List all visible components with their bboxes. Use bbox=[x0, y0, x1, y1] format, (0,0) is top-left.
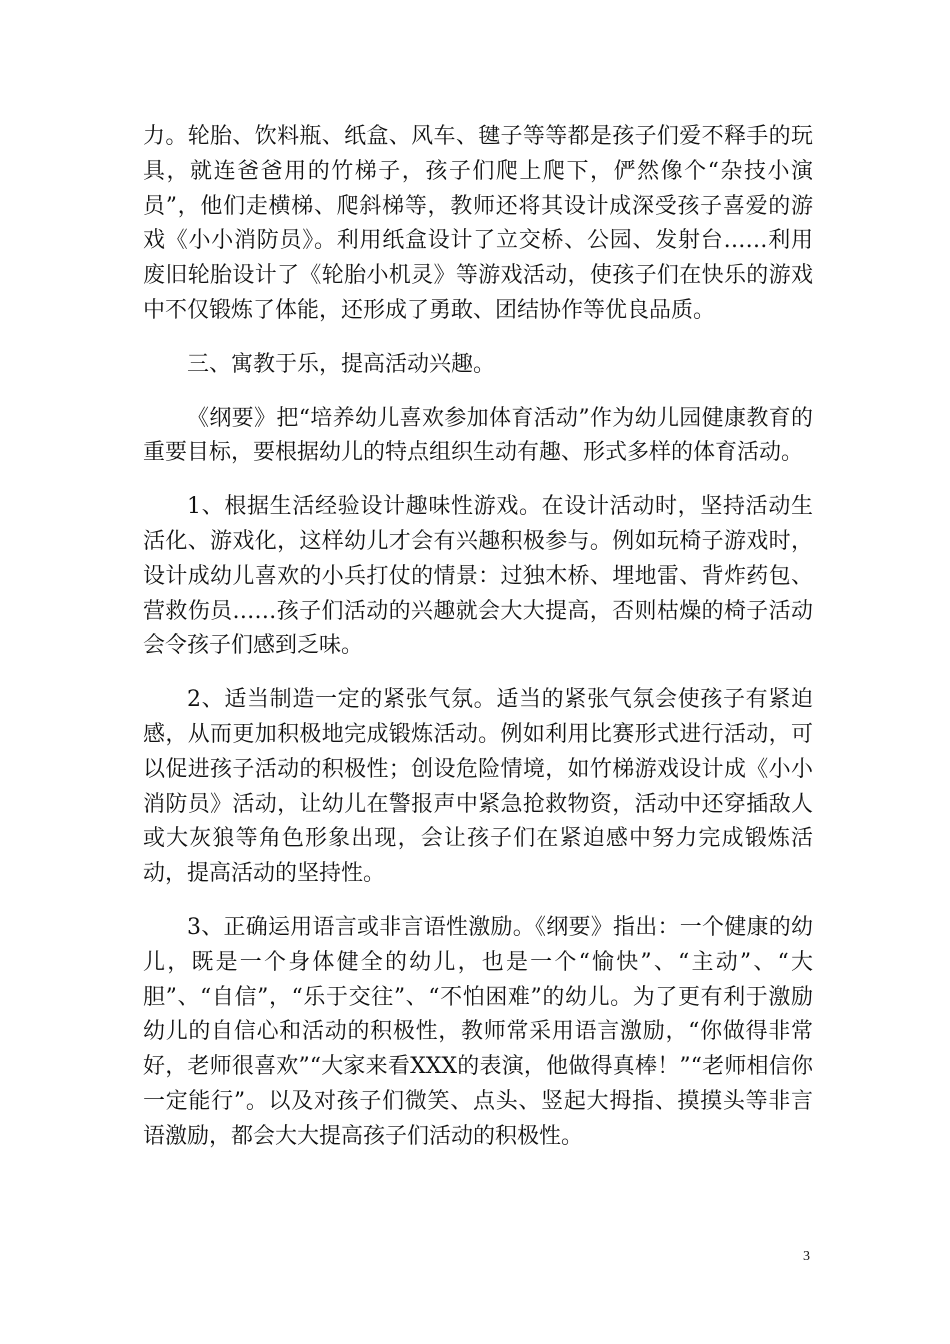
paragraph: 1、根据生活经验设计趣味性游戏。在设计活动时，坚持活动生活化、游戏化，这样幼儿才会有兴趣积极参与。例如玩椅子游戏时，设计成幼儿喜欢的小兵打仗的情景：过独木桥、埋地雷、背炸药包、营救伤员……孩子们活动的兴趣就会大大提高，否则枯燥的椅子活动会令孩子们感到乏味。 bbox=[143, 494, 813, 659]
page-body bbox=[143, 120, 813, 1174]
paragraph-continuation: 力。轮胎、饮料瓶、纸盒、风车、毽子等等都是孩子们爱不释手的玩具，就连爸爸用的竹梯子，孩子们爬上爬下，俨然像个“杂技小演员”，他们走横梯、爬斜梯等，教师还将其设计成深受孩子喜爱的游戏《小小消防员》。利用纸盒设计了立交桥、公园、发射台……利用废旧轮胎设计了《轮胎小机灵》等游戏活动，使孩子们在快乐的游戏中不仅锻炼了体能，还形成了勇敢、团结协作等优良品质。 bbox=[143, 124, 813, 323]
paragraph: 3、正确运用语言或非言语性激励。《纲要》指出：一个健康的幼儿，既是一个身体健全的幼儿，也是一个“愉快”、“主动”、“大胆”、“自信”，“乐于交往”、“不怕困难”的幼儿。为了更有利于激励幼儿的自信心和活动的积极性，教师常采用语言激励，“你做得非常好，老师很喜欢”“大家来看XXX的表演，他做得真棒！”“老师相信你一定能行”。以及对孩子们微笑、点头、竖起大拇指、摸摸头等非言语激励，都会大大提高孩子们活动的积极性。 bbox=[143, 914, 813, 1149]
paragraph: 2、适当制造一定的紧张气氛。适当的紧张气氛会使孩子有紧迫感，从而更加积极地完成锻炼活动。例如利用比赛形式进行活动，可以促进孩子活动的积极性；创设危险情境，如竹梯游戏设计成《小小消防员》活动，让幼儿在警报声中紧急抢救物资，活动中还穿插敌人或大灰狼等角色形象出现，会让孩子们在紧迫感中努力完成锻炼活动，提高活动的坚持性。 bbox=[143, 687, 813, 887]
section-heading: 三、寓教于乐，提高活动兴趣。 bbox=[187, 351, 496, 377]
page-number: 3 bbox=[803, 1249, 810, 1264]
paragraph: 《纲要》把“培养幼儿喜欢参加体育活动”作为幼儿园健康教育的重要目标，要根据幼儿的特点组织生动有趣、形式多样的体育活动。 bbox=[143, 405, 813, 466]
